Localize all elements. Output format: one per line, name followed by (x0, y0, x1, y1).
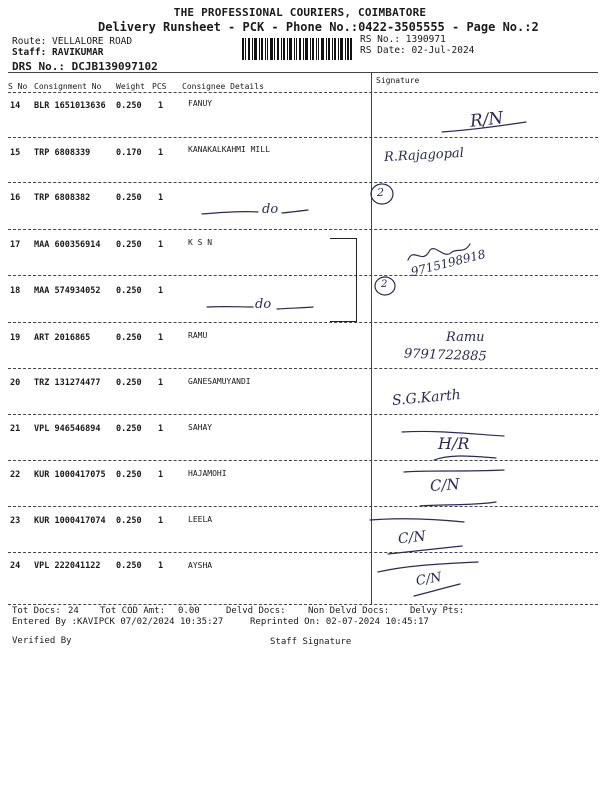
signature-row20: S.G.Karth (391, 387, 462, 409)
row-consignee: SAHAY (188, 423, 213, 432)
circle-number-row16: 2 (377, 186, 384, 199)
row-consignment: KUR 1000417075 (34, 470, 106, 480)
row-pcs: 1 (158, 286, 164, 296)
row-consignment: KUR 1000417074 (34, 516, 106, 526)
ditto-text-row18: do (255, 297, 272, 312)
company-title: THE PROFESSIONAL COURIERS, COIMBATORE (173, 6, 427, 19)
row-consignee: RAMU (188, 331, 208, 340)
staff-signature-label: Staff Signature (270, 637, 352, 647)
row-separator (8, 322, 598, 323)
header-bottom-rule (8, 92, 598, 93)
tot-cod-value: 0.00 (178, 606, 200, 616)
signature-row24: C/N (414, 569, 443, 590)
row-pcs: 1 (158, 193, 164, 203)
tot-docs-value: 24 (68, 606, 79, 616)
row-consignment: VPL 222041122 (34, 561, 101, 571)
row-consignment: MAA 600356914 (34, 240, 101, 250)
row-consignment: TRP 6808382 (34, 193, 91, 203)
row-sno: 14 (10, 101, 21, 111)
signature-row19-name: Ramu (446, 330, 485, 345)
row-separator (8, 552, 598, 553)
row-pcs: 1 (158, 101, 164, 111)
row-consignment: BLR 1651013636 (34, 101, 106, 111)
tot-docs-label: Tot Docs: (12, 606, 61, 616)
signature-row19-phone: 9791722885 (403, 346, 487, 365)
row-separator (8, 275, 598, 276)
col-header-consignment: Consignment No (34, 82, 102, 91)
ditto-mark-row16 (200, 200, 310, 222)
row-weight: 0.250 (116, 424, 142, 434)
row-weight: 0.250 (116, 333, 142, 343)
delvy-pts-label: Delvy Pts: (410, 606, 465, 616)
row-pcs: 1 (158, 378, 164, 388)
row-sno: 19 (10, 333, 21, 343)
row-weight: 0.250 (116, 378, 142, 388)
entered-by: Entered By :KAVIPCK 07/02/2024 10:35:27 (12, 617, 224, 627)
signature-row14: R/N (469, 108, 505, 132)
row-weight: 0.250 (116, 516, 142, 526)
col-header-consignee: Consignee Details (182, 82, 264, 91)
col-header-weight: Weight (116, 82, 145, 91)
row-sno: 23 (10, 516, 21, 526)
row-pcs: 1 (158, 561, 164, 571)
row-separator (8, 414, 598, 415)
row-pcs: 1 (158, 333, 164, 343)
signature-strokes-row22 (400, 466, 510, 512)
row-weight: 0.170 (116, 148, 142, 158)
ditto-text-row16: do (262, 202, 279, 217)
row-sno: 24 (10, 561, 21, 571)
signature-row21: H/R (438, 434, 470, 453)
row-consignee: GANESAMUYANDI (188, 377, 251, 386)
signature-scribble-row17 (404, 240, 474, 270)
rs-number: RS No.: 1390971 (360, 34, 446, 45)
runsheet-subtitle: Delivery Runsheet - PCK - Phone No.:0422-3505555 - Page No.:2 (98, 20, 539, 34)
row-pcs: 1 (158, 516, 164, 526)
row-consignee: AYSHA (188, 561, 213, 570)
row-pcs: 1 (158, 240, 164, 250)
rs-date: RS Date: 02-Jul-2024 (360, 45, 475, 56)
barcode (242, 38, 352, 60)
row-consignment: MAA 574934052 (34, 286, 101, 296)
row-weight: 0.250 (116, 240, 142, 250)
row-weight: 0.250 (116, 561, 142, 571)
circle-number-row18: 2 (381, 279, 388, 290)
row-weight: 0.250 (116, 101, 142, 111)
row-weight: 0.250 (116, 193, 142, 203)
signature-underline-row14 (440, 118, 530, 138)
row-weight: 0.250 (116, 286, 142, 296)
reprinted-on: Reprinted On: 02-07-2024 10:45:17 (250, 617, 429, 627)
row-pcs: 1 (158, 470, 164, 480)
row-sno: 20 (10, 378, 21, 388)
verified-by-label: Verified By (12, 636, 72, 646)
row-sno: 17 (10, 240, 21, 250)
row-consignee: K S N (188, 238, 213, 247)
row-consignee: KANAKALKAHMI MILL (188, 145, 270, 154)
signature-strokes-row23 (366, 514, 476, 558)
row-separator (8, 182, 598, 183)
staff-label: Staff: RAVIKUMAR (12, 47, 104, 58)
row-consignee: HAJAMOHI (188, 469, 227, 478)
row-separator (8, 368, 598, 369)
row-consignment: ART 2016865 (34, 333, 91, 343)
col-header-sno: S No (8, 82, 28, 91)
table-bottom-rule (8, 604, 598, 605)
row-pcs: 1 (158, 424, 164, 434)
row-consignment: VPL 946546894 (34, 424, 101, 434)
row-sno: 16 (10, 193, 21, 203)
delvd-docs-label: Delvd Docs: (226, 606, 286, 616)
signature-strokes-row24 (374, 560, 484, 600)
row-sno: 15 (10, 148, 21, 158)
row-consignment: TRZ 131274477 (34, 378, 101, 388)
route-label: Route: VELLALORE ROAD (12, 36, 133, 47)
col-header-pcs: PCS (152, 82, 167, 91)
tot-cod-label: Tot COD Amt: (100, 606, 166, 616)
table-top-rule (8, 72, 598, 73)
drs-number: DRS No.: DCJB139097102 (12, 60, 158, 73)
row-consignment: TRP 6808339 (34, 148, 91, 158)
row-consignee: FANUY (188, 99, 213, 108)
grouping-bracket (330, 238, 357, 322)
col-header-signature: Signature (376, 76, 420, 85)
signature-row22: C/N (429, 474, 461, 496)
row-sno: 21 (10, 424, 21, 434)
row-separator (8, 229, 598, 230)
row-sno: 22 (10, 470, 21, 480)
row-consignee: LEELA (188, 515, 213, 524)
signature-row23: C/N (397, 528, 427, 548)
signature-row17: 9715198918 (409, 246, 487, 280)
signature-row15: R.Rajagopal (383, 145, 465, 166)
signature-strokes-row21 (400, 426, 510, 466)
non-delvd-docs-label: Non Delvd Docs: (308, 606, 390, 616)
row-pcs: 1 (158, 148, 164, 158)
row-weight: 0.250 (116, 470, 142, 480)
row-sno: 18 (10, 286, 21, 296)
